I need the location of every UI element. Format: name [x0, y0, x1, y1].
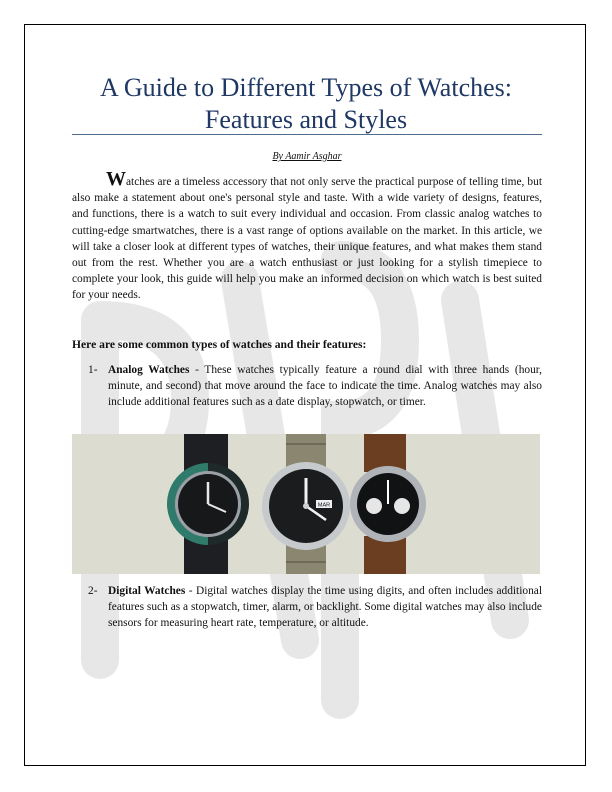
list-heading: Here are some common types of watches and their features: [72, 338, 367, 351]
watches-photo [72, 434, 540, 574]
list-item-analog [88, 362, 542, 410]
list-item-digital [88, 583, 542, 631]
watch-date-label: MAR [317, 502, 331, 509]
list-item-name: Analog Watches [108, 364, 190, 376]
list-item-text: - These watches typically feature a round dial with three hands (hour, minute, and second) that move around the face to indicate the time. Analog watches may also include additional features such as a date display, stopwatch, or timer. [108, 364, 542, 408]
list-item-text: - Digital watches display the time using digits, and often includes additional features such as a stopwatch, timer, alarm, or backlight. Some digital watches may also include sensors for measuring heart rate, temperature, or altitude. [108, 585, 542, 629]
list-item-number: 2- [88, 585, 98, 597]
intro-text: atches are a timeless accessory that not only serve the practical purpose of telling time, but also make a statement about one's personal style and taste. With a wide variety of designs, features, and functions, there is a watch to suit every individual and occasion. From classic analog watches to cutting-edge smartwatches, there is a vast range of options available on the market. In this article, we will take a closer look at different types of watches, their unique features, and what makes them stand out from the rest. Whether you are a watch enthusiast or just looking for a stylish timepiece to complete your look, this guide will help you make an informed decision on which watch is best suited for your needs. [72, 176, 542, 302]
page-title: A Guide to Different Types of Watches: Features and Styles [99, 73, 512, 134]
intro-dropcap: W [106, 168, 126, 190]
list-item-name: Digital Watches [108, 585, 186, 597]
title-divider [72, 134, 542, 135]
intro-paragraph [72, 168, 542, 304]
list-item-number: 1- [88, 364, 98, 376]
byline: By Aamir Asghar [272, 151, 342, 162]
